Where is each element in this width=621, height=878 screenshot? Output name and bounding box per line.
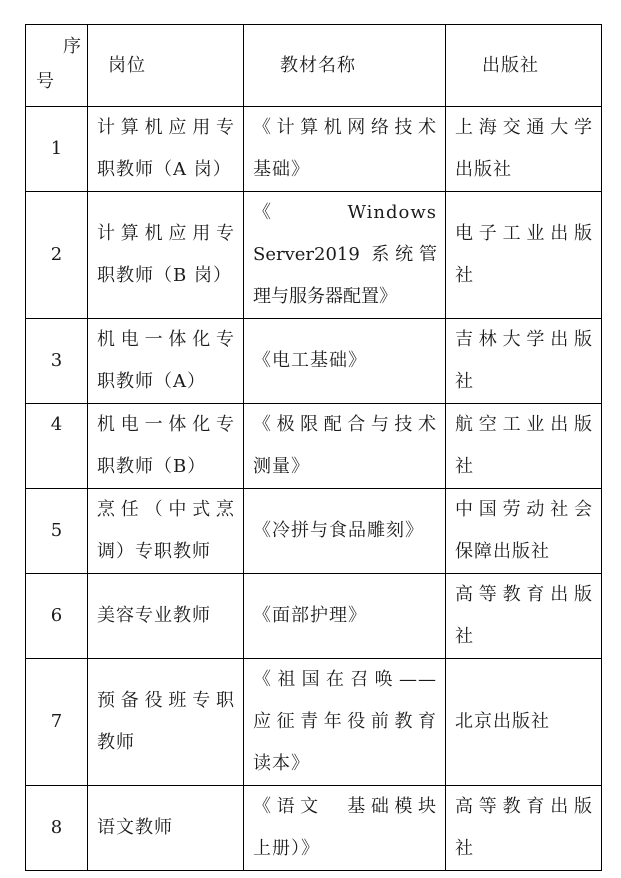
publisher-line: 社 xyxy=(455,456,474,477)
row-number: 4 xyxy=(26,404,88,489)
post-cell xyxy=(88,192,244,319)
book-cell xyxy=(244,192,446,319)
post-cell xyxy=(88,107,244,192)
table-row xyxy=(26,319,602,404)
row-number: 7 xyxy=(26,659,88,786)
header-publisher: 出版社 xyxy=(446,25,602,107)
post-line: 机电一体化专 xyxy=(97,329,235,350)
header-no-bottom: 号 xyxy=(36,71,55,92)
header-post: 岗位 xyxy=(88,25,244,107)
post-line: 美容专业教师 xyxy=(97,605,211,626)
book-line: 《语文 基础模块 xyxy=(253,796,437,817)
book-line: 《计算机网络技术 xyxy=(253,117,437,138)
post-line: 计算机应用专 xyxy=(97,223,235,244)
post-cell xyxy=(88,574,244,659)
table-row xyxy=(26,659,602,786)
table-row xyxy=(26,574,602,659)
book-line: 《极限配合与技术 xyxy=(253,414,437,435)
post-line: 语文教师 xyxy=(97,817,173,838)
row-number: 6 xyxy=(26,574,88,659)
publisher-line: 保障出版社 xyxy=(455,541,550,562)
publisher-line: 社 xyxy=(455,265,474,286)
book-cell xyxy=(244,489,446,574)
post-cell xyxy=(88,319,244,404)
book-line: 读本》 xyxy=(253,753,310,774)
post-line: 机电一体化专 xyxy=(97,414,235,435)
row-number: 3 xyxy=(26,319,88,404)
post-line: 职教师（B） xyxy=(97,456,207,477)
table-row xyxy=(26,786,602,871)
row-number: 2 xyxy=(26,192,88,319)
publisher-line: 航空工业出版 xyxy=(455,414,593,435)
post-line: 计算机应用专 xyxy=(97,117,235,138)
publisher-line: 社 xyxy=(455,371,474,392)
book-line: 《祖国在召唤—— xyxy=(253,669,437,690)
book-line: 《电工基础》 xyxy=(253,350,367,371)
publisher-cell xyxy=(446,404,602,489)
book-line: 理与服务器配置》 xyxy=(253,286,397,307)
table-header-row xyxy=(26,25,602,107)
publisher-cell xyxy=(446,192,602,319)
book-line: 《冷拼与食品雕刻》 xyxy=(253,520,424,541)
publisher-cell xyxy=(446,489,602,574)
post-line: 调）专职教师 xyxy=(97,541,211,562)
book-line: 基础》 xyxy=(253,159,310,180)
header-book: 教材名称 xyxy=(244,25,446,107)
row-number: 1 xyxy=(26,107,88,192)
textbook-table xyxy=(25,24,602,871)
book-line: Server2019 系统管 xyxy=(253,244,437,265)
publisher-line: 中国劳动社会 xyxy=(455,499,593,520)
publisher-cell xyxy=(446,786,602,871)
table-row xyxy=(26,107,602,192)
book-line: 《 Windows xyxy=(253,202,437,223)
book-cell xyxy=(244,659,446,786)
book-line: 《面部护理》 xyxy=(253,605,367,626)
publisher-line: 上海交通大学 xyxy=(455,117,593,138)
publisher-line: 吉林大学出版 xyxy=(455,329,593,350)
post-line: 烹任（中式烹 xyxy=(97,499,235,520)
publisher-cell xyxy=(446,107,602,192)
post-line: 职教师（B 岗） xyxy=(97,265,232,286)
publisher-line: 北京出版社 xyxy=(455,711,550,732)
publisher-cell xyxy=(446,659,602,786)
post-line: 职教师（A 岗） xyxy=(97,159,232,180)
book-line: 上册）》 xyxy=(253,838,320,859)
post-line: 预备役班专职 xyxy=(97,690,235,711)
post-cell xyxy=(88,404,244,489)
post-cell xyxy=(88,659,244,786)
table-row xyxy=(26,404,602,489)
publisher-cell xyxy=(446,319,602,404)
row-number: 5 xyxy=(26,489,88,574)
book-cell xyxy=(244,574,446,659)
book-cell xyxy=(244,319,446,404)
post-line: 职教师（A） xyxy=(97,371,206,392)
table-row xyxy=(26,489,602,574)
publisher-cell xyxy=(446,574,602,659)
row-number: 8 xyxy=(26,786,88,871)
publisher-line: 高等教育出版 xyxy=(455,584,593,605)
publisher-line: 社 xyxy=(455,626,474,647)
book-line: 应征青年役前教育 xyxy=(253,711,437,732)
publisher-line: 高等教育出版 xyxy=(455,796,593,817)
header-no-top: 序 xyxy=(63,36,82,57)
book-cell xyxy=(244,404,446,489)
table-row xyxy=(26,192,602,319)
post-cell xyxy=(88,786,244,871)
post-line: 教师 xyxy=(97,732,135,753)
publisher-line: 电子工业出版 xyxy=(455,223,593,244)
book-cell xyxy=(244,786,446,871)
header-no xyxy=(26,25,88,107)
book-cell xyxy=(244,107,446,192)
book-line: 测量》 xyxy=(253,456,310,477)
publisher-line: 社 xyxy=(455,838,474,859)
publisher-line: 出版社 xyxy=(455,159,512,180)
post-cell xyxy=(88,489,244,574)
